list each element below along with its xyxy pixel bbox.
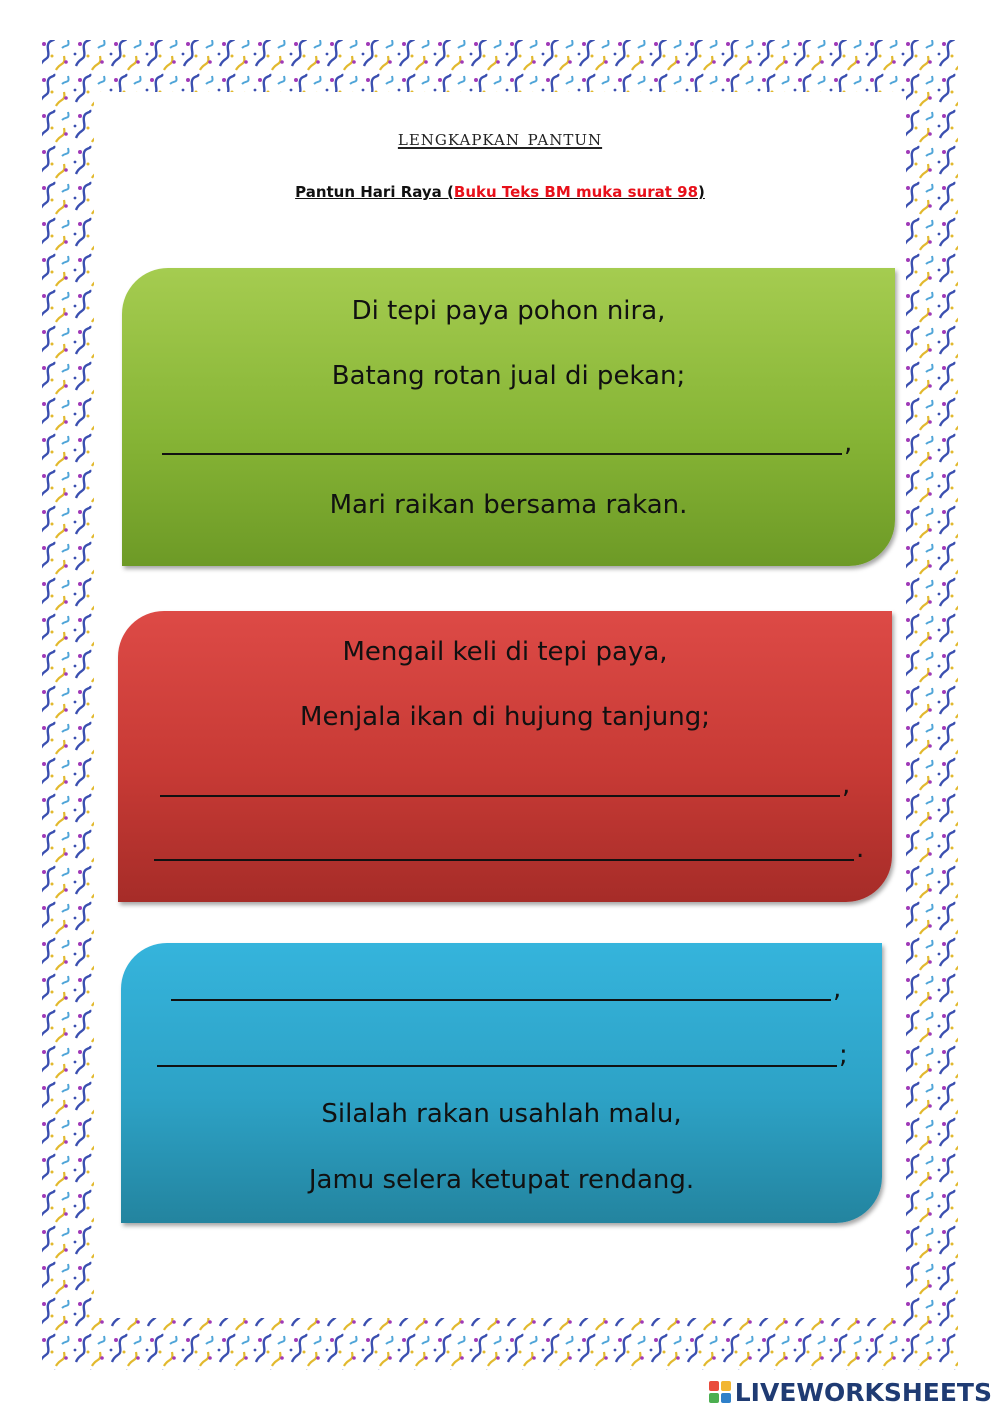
- pantun-1-line-4: Mari raikan bersama rakan.: [329, 490, 688, 520]
- pantun-2-line-1: Mengail keli di tepi paya,: [342, 637, 668, 667]
- pantun-2-line-2: Menjala ikan di hujung tanjung;: [300, 702, 710, 732]
- pantun-box-1: [122, 268, 895, 566]
- pantun-3-line-3: Silalah rakan usahlah malu,: [321, 1099, 682, 1129]
- pantun-3-blank-line-1[interactable]: [171, 999, 831, 1001]
- pantun-box-2: [118, 611, 892, 902]
- pantun-1-line-1: Di tepi paya pohon nira,: [351, 296, 666, 326]
- pantun-2-blank-line-4[interactable]: [154, 859, 854, 861]
- pantun-2-line-3-punct: ,: [842, 770, 851, 800]
- pantun-2-line-4-punct: .: [856, 834, 865, 864]
- pantun-3-line-1-punct: ,: [833, 974, 842, 1004]
- pantun-3-line-4: Jamu selera ketupat rendang.: [308, 1165, 695, 1195]
- pantun-3-blank-line-2[interactable]: [157, 1065, 837, 1067]
- subtitle: [0, 183, 1000, 201]
- liveworksheets-logo: [709, 1375, 992, 1409]
- pantun-2-blank-line-3[interactable]: [160, 795, 840, 797]
- subtitle-source: Buku Teks BM muka surat 98: [453, 183, 699, 201]
- pantun-box-3: [121, 943, 882, 1223]
- pantun-1-blank-line-3[interactable]: [162, 453, 842, 455]
- liveworksheets-logo-text: LIVEWORKSHEETS: [734, 1377, 992, 1407]
- subtitle-prefix: Pantun Hari Raya (: [295, 183, 454, 201]
- subtitle-suffix: ): [698, 183, 705, 201]
- pantun-1-line-2: Batang rotan jual di pekan;: [331, 361, 686, 391]
- liveworksheets-logo-icon: [709, 1381, 731, 1403]
- pantun-1-line-3-punct: ,: [844, 428, 853, 458]
- page-title: lengkapkan pantun: [397, 126, 603, 150]
- pantun-3-line-2-punct: ;: [839, 1040, 848, 1070]
